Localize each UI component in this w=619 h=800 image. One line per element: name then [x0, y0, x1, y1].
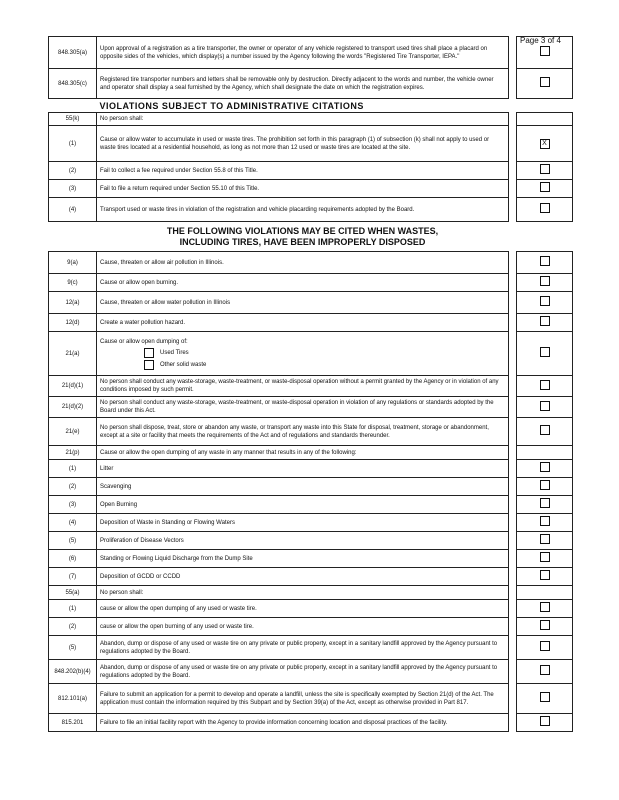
violation-description: Fail to file a return required under Section 55.10 of this Title. — [100, 185, 260, 192]
violation-row — [49, 600, 573, 618]
violation-row — [49, 660, 573, 684]
violation-text — [97, 568, 509, 586]
checkbox-cell — [517, 314, 573, 332]
violation-checkbox[interactable] — [540, 203, 550, 213]
violation-text — [97, 37, 509, 69]
spacer — [509, 568, 517, 586]
statute-code: (4) — [49, 514, 97, 532]
checkbox-cell — [517, 198, 573, 222]
violation-checkbox[interactable] — [540, 692, 550, 702]
violation-row — [49, 460, 573, 478]
statute-code: 848.305(a) — [49, 37, 97, 69]
violation-text — [97, 397, 509, 418]
statute-code: (3) — [49, 496, 97, 514]
violation-text — [97, 162, 509, 180]
spacer — [509, 314, 517, 332]
violation-checkbox[interactable] — [540, 276, 550, 286]
violation-row — [49, 314, 573, 332]
violation-description: Cause, threaten or allow air pollution in Illinois. — [100, 259, 224, 266]
violation-text — [97, 636, 509, 660]
violation-checkbox[interactable] — [540, 552, 550, 562]
section-heading-row — [49, 222, 573, 252]
section-heading-line: VIOLATIONS SUBJECT TO ADMINISTRATIVE CITATIONS — [99, 100, 364, 111]
violation-checkbox[interactable] — [540, 620, 550, 630]
checkbox-cell — [517, 126, 573, 162]
violation-text — [97, 198, 509, 222]
violation-row — [49, 586, 573, 600]
spacer — [509, 550, 517, 568]
statute-code: 21(d)(2) — [49, 397, 97, 418]
violation-description: Cause or allow water to accumulate in used or waste tires. The prohibition set forth in this paragraph (1) of subsection (k) shall not apply to used or waste tires located at a residential household, as long as not more than 12 used or waste tires are located at the site. — [100, 136, 490, 151]
checkbox-cell — [517, 586, 573, 600]
sub-option — [144, 348, 505, 358]
violation-checkbox[interactable] — [540, 401, 550, 411]
violation-row — [49, 636, 573, 660]
checkbox-cell — [517, 496, 573, 514]
spacer — [509, 618, 517, 636]
sub-option-checkbox[interactable] — [144, 360, 154, 370]
checkbox-cell — [517, 514, 573, 532]
violation-checkbox[interactable] — [540, 296, 550, 306]
violations-body — [49, 37, 573, 732]
checkbox-cell — [517, 162, 573, 180]
spacer — [509, 636, 517, 660]
statute-code: 848.202(b)(4) — [49, 660, 97, 684]
spacer — [509, 274, 517, 292]
statute-code: 848.305(c) — [49, 69, 97, 99]
violation-checkbox[interactable] — [540, 347, 550, 357]
violation-checkbox[interactable] — [540, 516, 550, 526]
violation-row — [49, 180, 573, 198]
violation-text — [97, 376, 509, 397]
statute-code: 12(a) — [49, 292, 97, 314]
violation-description: Upon approval of a registration as a tire transporter, the owner or operator of any vehicle registered to transport used tires shall place a placard on opposite sides of the vehicles, which display(s) a number issued by the Agency following the words "Registered Tire Transporter, IEPA." — [100, 45, 488, 60]
statute-code: 55(a) — [49, 586, 97, 600]
violation-description: Failure to file an initial facility report with the Agency to provide information concerning location and disposal practices of the facility. — [100, 719, 448, 726]
checkbox-cell — [517, 550, 573, 568]
checkbox-cell — [517, 69, 573, 99]
checkbox-cell — [517, 636, 573, 660]
checkbox-cell — [517, 376, 573, 397]
section-heading-line: THE FOLLOWING VIOLATIONS MAY BE CITED WHEN WASTES, — [166, 225, 439, 236]
violation-text — [97, 292, 509, 314]
checkbox-cell — [517, 618, 573, 636]
violation-description: Abandon, dump or dispose of any used or waste tire on any private or public property, except in a sanitary landfill approved by the Agency pursuant to regulations adopted by the Board. — [100, 640, 498, 655]
violation-row — [49, 37, 573, 69]
violation-text — [97, 660, 509, 684]
violation-text — [97, 418, 509, 446]
violation-description: Fail to collect a fee required under Section 55.8 of this Title. — [100, 167, 258, 174]
violation-text — [97, 478, 509, 496]
checkbox-cell — [517, 714, 573, 732]
violation-text — [97, 446, 509, 460]
violation-text — [97, 274, 509, 292]
violation-description: Transport used or waste tires in violation of the registration and vehicle placarding requirements adopted by the Board. — [100, 206, 415, 213]
violation-description: No person shall: — [100, 116, 144, 122]
violation-checkbox[interactable] — [540, 570, 550, 580]
violation-checkbox[interactable] — [540, 665, 550, 675]
violation-description: Deposition of GCDD or CCDD — [100, 573, 181, 580]
violation-description: Cause or allow open dumping of: — [100, 338, 188, 345]
checkbox-cell — [517, 660, 573, 684]
checkbox-cell — [517, 460, 573, 478]
violation-description: No person shall: — [100, 589, 144, 596]
statute-code: (2) — [49, 162, 97, 180]
statute-code: 9(a) — [49, 252, 97, 274]
violation-checkbox[interactable]: X — [540, 139, 550, 149]
violation-description: No person shall dispose, treat, store or abandon any waste, or transport any waste into this State for disposal, treatment, storage or abandonment, except at a site or facility that meets the requirements of the Act and of regulations and standards thereunder. — [100, 424, 489, 439]
violation-text — [97, 618, 509, 636]
violation-text — [97, 69, 509, 99]
violation-checkbox[interactable] — [540, 716, 550, 726]
violation-row — [49, 274, 573, 292]
violation-text — [97, 600, 509, 618]
spacer — [509, 397, 517, 418]
violation-row — [49, 714, 573, 732]
violation-description: Cause, threaten or allow water pollution in Illinois — [100, 299, 231, 306]
statute-code: (1) — [49, 126, 97, 162]
statute-code: (5) — [49, 532, 97, 550]
spacer — [509, 586, 517, 600]
violation-text — [97, 180, 509, 198]
spacer — [509, 180, 517, 198]
violation-checkbox[interactable] — [540, 425, 550, 435]
violation-description: Registered tire transporter numbers and letters shall be removable only by destruction. Directly adjacent to the words and number, the vehicle owner and operator shall display a seal furnished by the Agency, which shall designate the date on which the registration expires. — [100, 76, 494, 91]
violation-description: No person shall conduct any waste-storage, waste-treatment, or waste-disposal operation without a permit granted by the Agency or in violation of any conditions imposed by such permit. — [100, 379, 499, 393]
violation-checkbox[interactable] — [540, 534, 550, 544]
checkbox-cell — [517, 113, 573, 126]
violation-checkbox[interactable] — [540, 182, 550, 192]
violation-row — [49, 113, 573, 126]
statute-code: (2) — [49, 618, 97, 636]
violation-row — [49, 332, 573, 376]
statute-code: 815.201 — [49, 714, 97, 732]
spacer — [509, 292, 517, 314]
violation-checkbox[interactable] — [540, 480, 550, 490]
spacer — [509, 478, 517, 496]
spacer — [509, 714, 517, 732]
spacer — [509, 660, 517, 684]
violation-description: Cause or allow open burning. — [100, 279, 179, 286]
spacer — [509, 332, 517, 376]
violation-row — [49, 292, 573, 314]
sub-option — [144, 360, 505, 370]
statute-code: (1) — [49, 460, 97, 478]
violation-text — [97, 532, 509, 550]
checkbox-cell — [517, 532, 573, 550]
violation-text — [97, 514, 509, 532]
violation-description: cause or allow the open burning of any used or waste tire. — [100, 623, 254, 630]
violation-description: Proliferation of Disease Vectors — [100, 537, 184, 544]
violation-row — [49, 514, 573, 532]
violations-table — [48, 36, 573, 732]
violation-description: No person shall conduct any waste-storage, waste-treatment, or waste-disposal operation in violation of any regulations or standards adopted by the Board under this Act. — [100, 400, 494, 414]
section-heading-line: INCLUDING TIRES, HAVE BEEN IMPROPERLY DISPOSED — [179, 236, 426, 247]
checkbox-cell — [517, 478, 573, 496]
violation-text — [97, 460, 509, 478]
violation-row — [49, 684, 573, 714]
statute-code: (5) — [49, 636, 97, 660]
violation-checkbox[interactable] — [540, 164, 550, 174]
spacer — [509, 113, 517, 126]
checkbox-cell — [517, 684, 573, 714]
statute-code: (7) — [49, 568, 97, 586]
violation-description: Abandon, dump or dispose of any used or waste tire on any private or public property, except in a sanitary landfill approved by the Agency pursuant to regulations adopted by the Board. — [100, 664, 498, 679]
violation-text — [97, 314, 509, 332]
statute-code: (3) — [49, 180, 97, 198]
page-number: Page 3 of 4 — [520, 36, 561, 45]
violation-checkbox[interactable] — [540, 380, 550, 390]
violation-description: Open Burning — [100, 501, 138, 508]
checkbox-cell — [517, 418, 573, 446]
violation-checkbox[interactable] — [540, 641, 550, 651]
violation-row — [49, 198, 573, 222]
spacer — [509, 600, 517, 618]
violation-text — [97, 550, 509, 568]
violation-row — [49, 397, 573, 418]
violation-text — [97, 113, 509, 126]
violation-checkbox[interactable] — [540, 462, 550, 472]
violation-text — [97, 714, 509, 732]
spacer — [509, 532, 517, 550]
checkbox-cell — [517, 252, 573, 274]
spacer — [509, 252, 517, 274]
statute-code: 21(e) — [49, 418, 97, 446]
sub-option-label: Used Tires — [160, 349, 189, 356]
violation-row — [49, 126, 573, 162]
violation-checkbox[interactable] — [540, 256, 550, 266]
violation-description: cause or allow the open dumping of any used or waste tire. — [100, 605, 257, 612]
violation-checkbox[interactable] — [540, 46, 550, 56]
spacer — [509, 376, 517, 397]
violation-description: Standing or Flowing Liquid Discharge from the Dump Site — [100, 555, 253, 562]
violation-text — [97, 586, 509, 600]
violation-row — [49, 376, 573, 397]
spacer — [509, 446, 517, 460]
spacer — [509, 514, 517, 532]
checkbox-cell — [517, 292, 573, 314]
statute-code: 12(d) — [49, 314, 97, 332]
statute-code: (1) — [49, 600, 97, 618]
violation-row — [49, 550, 573, 568]
statute-code: 21(a) — [49, 332, 97, 376]
violation-description: Litter — [100, 465, 114, 472]
violation-checkbox[interactable] — [540, 316, 550, 326]
violation-description: Scavenging — [100, 483, 132, 490]
violation-text — [97, 126, 509, 162]
violation-row — [49, 69, 573, 99]
spacer — [509, 496, 517, 514]
violation-row — [49, 568, 573, 586]
violation-row — [49, 446, 573, 460]
statute-code: 812.101(a) — [49, 684, 97, 714]
statute-code: (4) — [49, 198, 97, 222]
violation-text — [97, 252, 509, 274]
checkbox-cell — [517, 600, 573, 618]
violation-checkbox[interactable] — [540, 498, 550, 508]
section-heading — [97, 222, 509, 252]
violation-description: Create a water pollution hazard. — [100, 319, 186, 326]
violation-checkbox[interactable] — [540, 602, 550, 612]
checkbox-cell — [517, 568, 573, 586]
checkbox-cell — [517, 332, 573, 376]
spacer — [509, 684, 517, 714]
violation-description: Cause or allow the open dumping of any waste in any manner that results in any of the following: — [100, 449, 357, 456]
violation-row — [49, 418, 573, 446]
statute-code: 21(p) — [49, 446, 97, 460]
spacer — [509, 418, 517, 446]
violation-text — [97, 496, 509, 514]
checkbox-cell — [517, 397, 573, 418]
violation-row — [49, 478, 573, 496]
spacer — [509, 69, 517, 99]
violation-row — [49, 162, 573, 180]
violation-row — [49, 252, 573, 274]
sub-option-label: Other solid waste — [160, 361, 207, 368]
spacer — [509, 126, 517, 162]
spacer — [509, 460, 517, 478]
citation-form — [48, 36, 573, 732]
section-heading-row — [49, 99, 573, 113]
sub-option-checkbox[interactable] — [144, 348, 154, 358]
checkbox-cell — [517, 37, 573, 69]
spacer — [509, 198, 517, 222]
statute-code: (6) — [49, 550, 97, 568]
statute-code: (2) — [49, 478, 97, 496]
violation-description: Deposition of Waste in Standing or Flowing Waters — [100, 519, 235, 526]
spacer — [509, 37, 517, 69]
section-heading — [97, 99, 509, 113]
violation-description: Failure to submit an application for a permit to develop and operate a landfill, unless the site is specifically exempted by Section 21(d) of the Act. The application must contain the information required by this Subpart and by Section 39(a) of the Act, except as otherwise provided in Part 817. — [100, 691, 494, 706]
statute-code: 55(k) — [49, 113, 97, 126]
violation-row — [49, 618, 573, 636]
checkbox-cell — [517, 274, 573, 292]
violation-text — [97, 332, 509, 376]
checkbox-cell — [517, 180, 573, 198]
violation-row — [49, 496, 573, 514]
spacer — [509, 162, 517, 180]
checkbox-cell — [517, 446, 573, 460]
violation-row — [49, 532, 573, 550]
statute-code: 21(d)(1) — [49, 376, 97, 397]
violation-checkbox[interactable] — [540, 77, 550, 87]
statute-code: 9(c) — [49, 274, 97, 292]
violation-text — [97, 684, 509, 714]
